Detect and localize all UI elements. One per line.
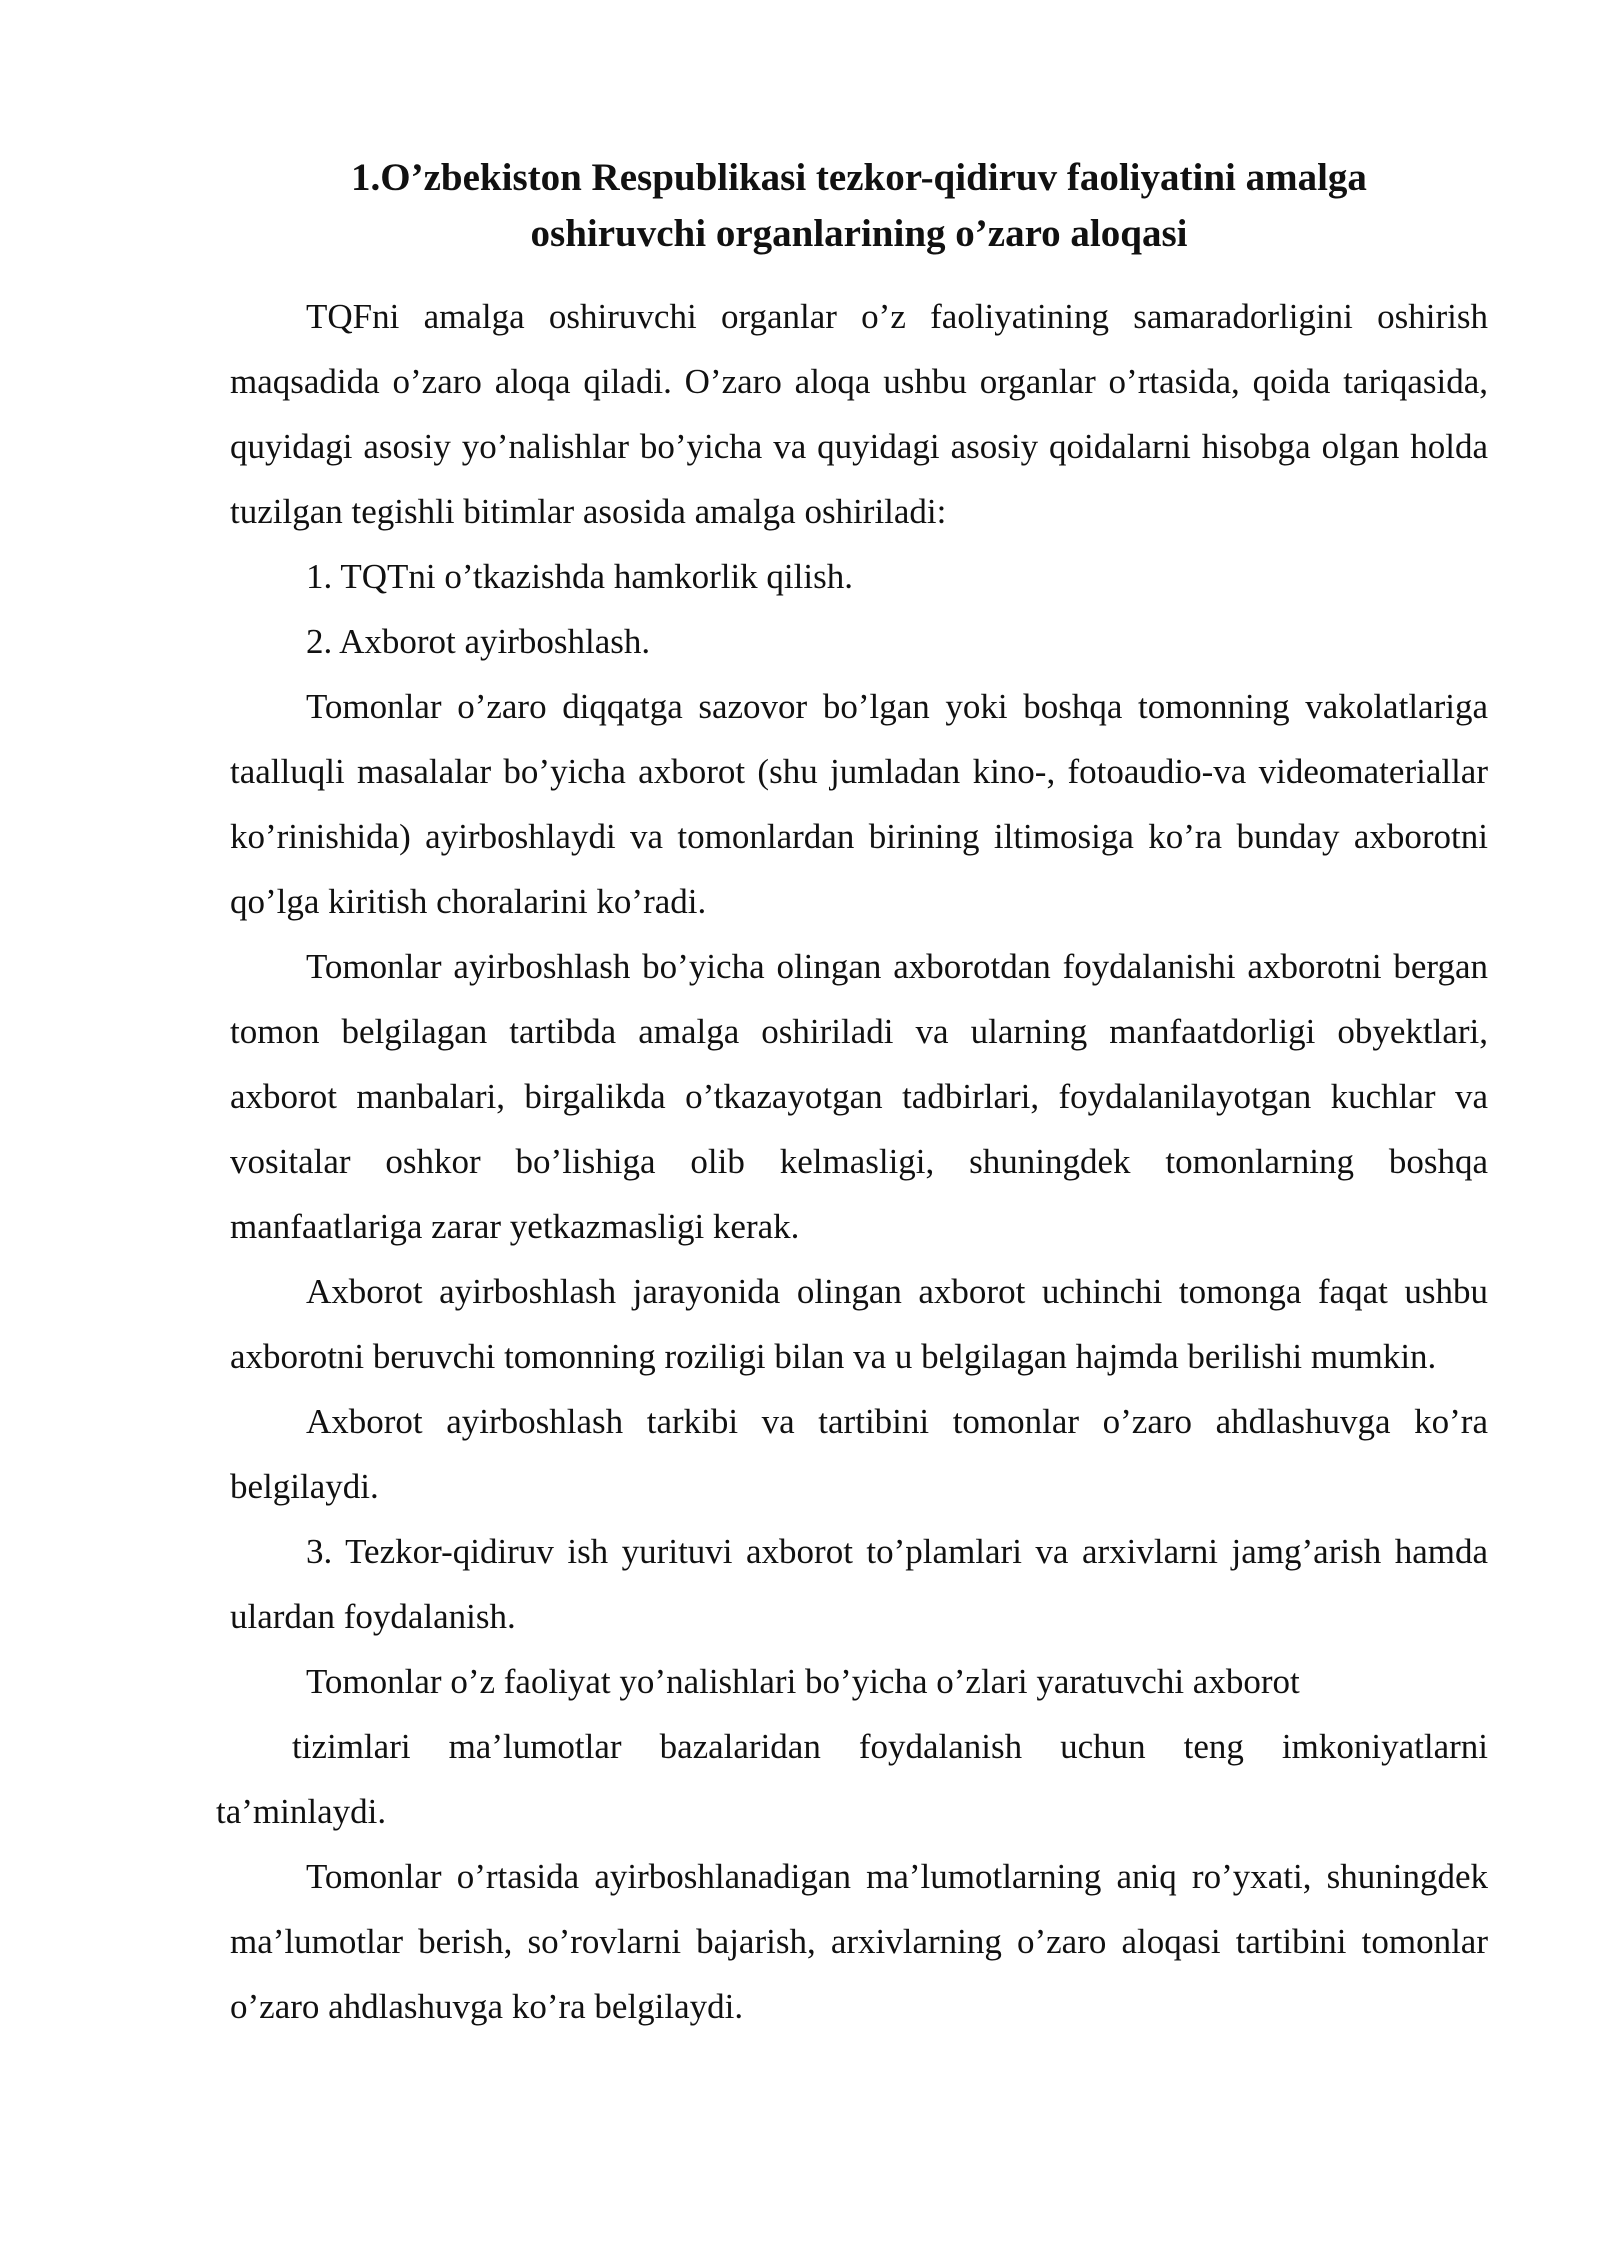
paragraph-databases: tizimlari ma’lumotlar bazalaridan foydalanish uchun teng imkoniyatlarni ta’minlaydi.	[216, 1727, 1488, 1831]
paragraph-third-party: Axborot ayirboshlash jarayonida olingan axborot uchinchi tomonga faqat ushbu axborotni beruvchi tomonning roziligi bilan va u belgilagan hajmda berilishi mumkin.	[230, 1272, 1488, 1376]
paragraph-data-list: Tomonlar o’rtasida ayirboshlanadigan ma’lumotlarning aniq ro’yxati, shuningdek ma’lumotlar berish, so’rovlarni bajarish, arxivlarning o’zaro aloqasi tartibini tomonlar o’zaro ahdlashuvga ko’ra belgilaydi.	[230, 1857, 1488, 2026]
list-item-3: 3. Tezkor-qidiruv ish yurituvi axborot to’plamlari va arxivlarni jamg’arish hamda ulardan foydalanish.	[230, 1532, 1488, 1636]
paragraph-intro: TQFni amalga oshiruvchi organlar o’z faoliyatining samaradorligini oshirish maqsadida o’zaro aloqa qiladi. O’zaro aloqa ushbu organlar o’rtasida, qoida tariqasida, quyidagi asosiy yo’nalishlar bo’yicha va quyidagi asosiy qoidalarni hisobga olgan holda tuzilgan tegishli bitimlar asosida amalga oshiriladi:	[230, 297, 1488, 531]
list-item-2: 2. Axborot ayirboshlash.	[306, 622, 651, 661]
document-title	[230, 150, 1488, 262]
title-line-1: 1.O’zbekiston Respublikasi tezkor-qidiruv faoliyatini amalga	[351, 156, 1367, 199]
list-item-1: 1. TQTni o’tkazishda hamkorlik qilish.	[306, 557, 853, 596]
title-line-2: oshiruvchi organlarining o’zaro aloqasi	[530, 212, 1188, 255]
paragraph-exchange-order: Axborot ayirboshlash tarkibi va tartibini tomonlar o’zaro ahdlashuvga ko’ra belgilaydi.	[230, 1402, 1488, 1506]
document-page	[216, 150, 1488, 2039]
paragraph-use-of-info: Tomonlar ayirboshlash bo’yicha olingan axborotdan foydalanishi axborotni bergan tomon belgilagan tartibda amalga oshiriladi va ularning manfaatdorligi obyektlari, axborot manbalari, birgalikda o’tkazayotgan tadbirlari, foydalanilayotgan kuchlar va vositalar oshkor bo’lishiga olib kelmasligi, shuningdek tomonlarning boshqa manfaatlariga zarar yetkazmasligi kerak.	[230, 947, 1488, 1246]
paragraph-exchange-info: Tomonlar o’zaro diqqatga sazovor bo’lgan yoki boshqa tomonning vakolatlariga taalluqli masalalar bo’yicha axborot (shu jumladan kino-, fotoaudio-va videomateriallar ko’rinishida) ayirboshlaydi va tomonlardan birining iltimosiga ko’ra bunday axborotni qo’lga kiritish choralarini ko’radi.	[230, 687, 1488, 921]
paragraph-systems-line: Tomonlar o’z faoliyat yo’nalishlari bo’yicha o’zlari yaratuvchi axborot	[306, 1662, 1300, 1701]
